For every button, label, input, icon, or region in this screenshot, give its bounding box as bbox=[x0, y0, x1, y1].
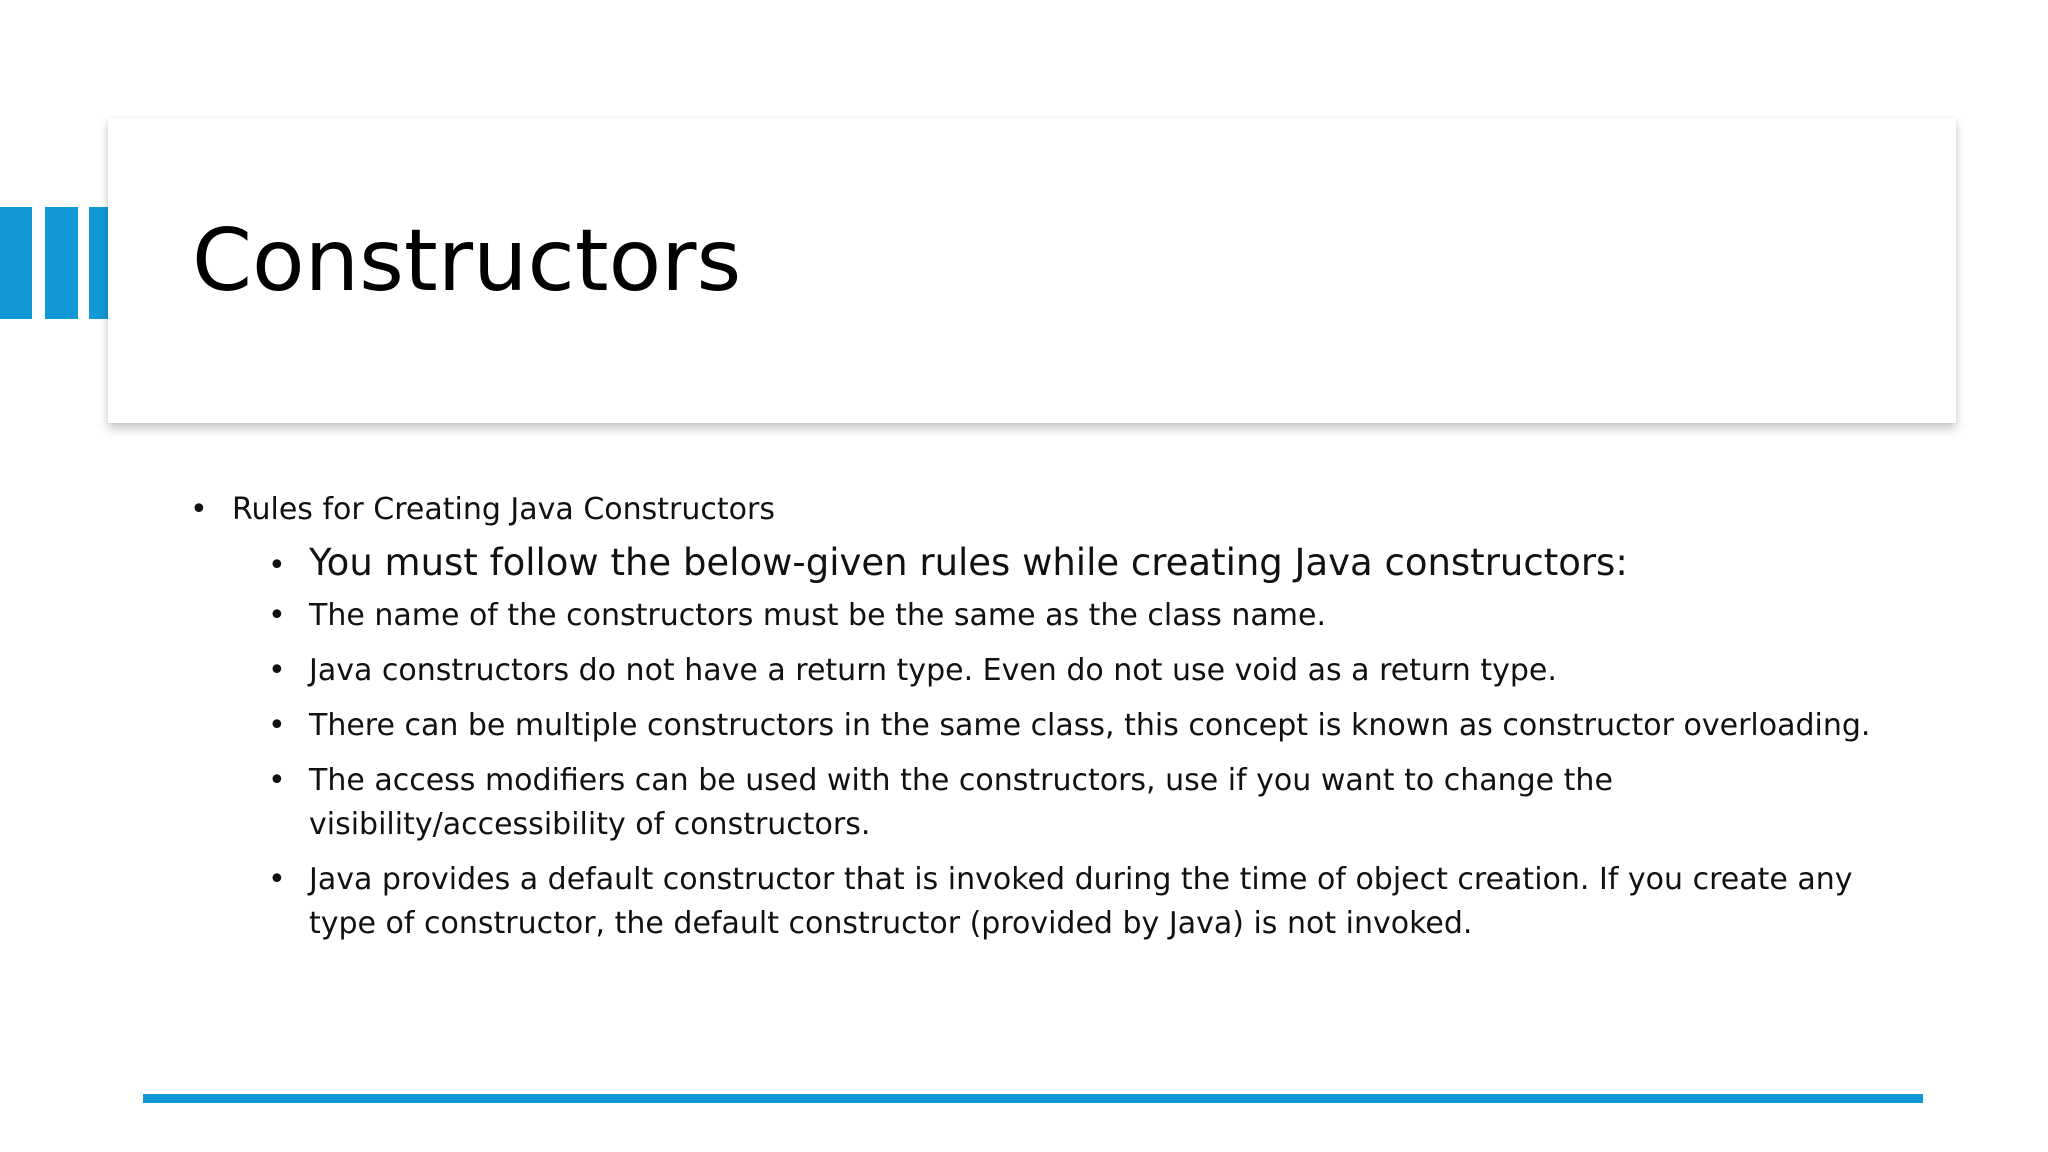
sub-bullet-item bbox=[268, 858, 1890, 946]
accent-bar-1 bbox=[0, 207, 32, 319]
sub-bullet-item bbox=[268, 538, 1890, 588]
sub-bullet-item bbox=[268, 759, 1890, 847]
slide-title: Constructors bbox=[192, 211, 742, 311]
slide-content bbox=[190, 488, 1890, 957]
bullet-dot: • bbox=[268, 862, 286, 897]
sub-bullet-text: Java provides a default constructor that is invoked during the time of object creation. If you create any type of constructor, the default constructor (provided by Java) is not invoked. bbox=[309, 862, 1853, 941]
sub-bullet-text: There can be multiple constructors in the same class, this concept is known as constructor overloading. bbox=[309, 708, 1871, 743]
bullet-dot: • bbox=[190, 492, 208, 527]
sub-bullet-item bbox=[268, 649, 1890, 693]
bullet-level1 bbox=[190, 488, 1890, 532]
sub-bullet-item bbox=[268, 594, 1890, 638]
accent-bar-2 bbox=[45, 207, 78, 319]
sub-bullet-list bbox=[190, 538, 1890, 946]
bullet-dot: • bbox=[268, 708, 286, 743]
accent-bar-3 bbox=[89, 207, 110, 319]
sub-bullet-text: Java constructors do not have a return type. Even do not use void as a return type. bbox=[309, 653, 1557, 688]
sub-bullet-text: The name of the constructors must be the same as the class name. bbox=[309, 598, 1327, 633]
bullet-dot: • bbox=[268, 598, 286, 633]
sub-bullet-text: The access modifiers can be used with the constructors, use if you want to change the visibility/accessibility of constructors. bbox=[309, 763, 1613, 842]
bottom-rule bbox=[143, 1094, 1923, 1103]
bullet-dot: • bbox=[268, 653, 286, 688]
sub-bullet-item bbox=[268, 704, 1890, 748]
bullet-dot: • bbox=[268, 548, 286, 583]
sub-bullet-text: You must follow the below-given rules while creating Java constructors: bbox=[309, 541, 1628, 584]
bullet-text: Rules for Creating Java Constructors bbox=[232, 492, 775, 527]
bullet-dot: • bbox=[268, 763, 286, 798]
